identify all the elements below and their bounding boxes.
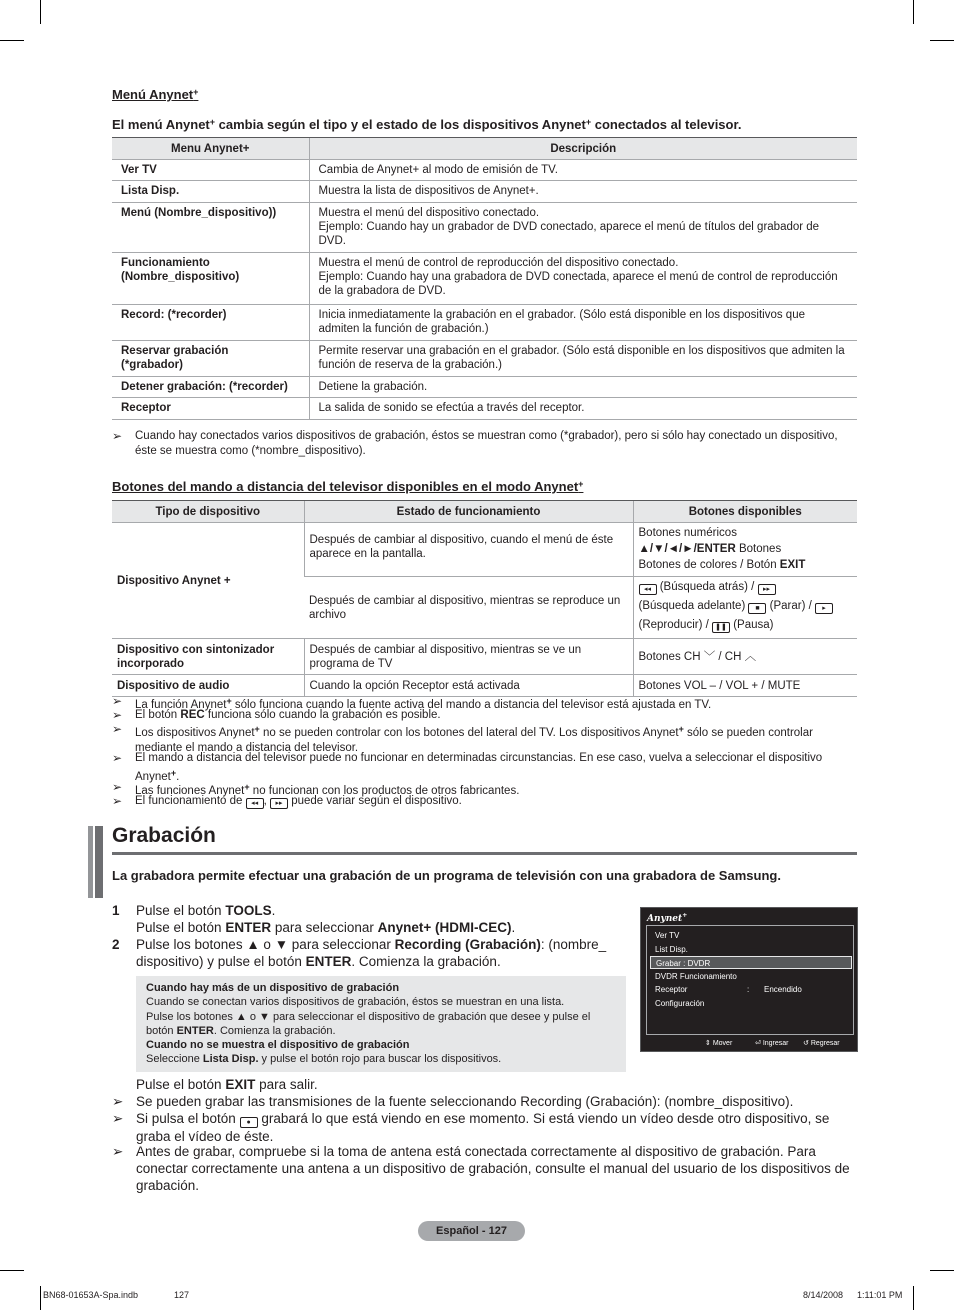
footer-filename: BN68-01653A-Spa.indb xyxy=(43,1290,139,1300)
column-header: Estado de funcionamiento xyxy=(304,501,633,523)
note: ➢ Antes de grabar, compruebe si la toma de antena está conectada correctamente al dispositivo de grabación. Para conectar correctamente una antena a un dispositivo de grabación, consulte el manual del usuario de los dispositivos de grabación. xyxy=(112,1144,850,1193)
table-row xyxy=(112,377,857,398)
table-row xyxy=(112,341,857,377)
note: ➢ La función Anynet+ sólo funciona cuando la fuente activa del mando a distancia del televisor está ajustada en TV. xyxy=(112,694,712,711)
available-buttons: Botones VOL – / VOL + / MUTE xyxy=(633,675,857,697)
fast-forward-icon: ▸▸ xyxy=(758,584,776,595)
note: ➢ Las funciones Anynet+ no funcionan con los productos de otros fabricantes. xyxy=(112,780,520,797)
device-type: Dispositivo con sintonizador incorporado xyxy=(112,639,304,675)
info-box: Cuando hay más de un dispositivo de grabación Cuando se conectan varios dispositivos de grabación, éstos se muestran en una lista. Pulse los botones ▲ o ▼ para seleccionar el dispositivo de grabación que desee y pulse el botón ENTER. Comienza la grabación. Cuando no se muestra el dispositivo de grabación Seleccione Lista Disp. y pulse el botón rojo para buscar los dispositivos. xyxy=(136,976,626,1072)
menu-item-desc: Detiene la grabación. xyxy=(309,377,857,398)
osd-item[interactable]: Configuración xyxy=(655,999,705,1008)
arrow-icon: ➢ xyxy=(112,751,123,765)
rewind-icon: ◂◂ xyxy=(639,584,657,595)
device-type: Dispositivo Anynet + xyxy=(112,523,304,639)
step-2: 2 Pulse los botones ▲ o ▼ para seleccionar Recording (Grabación): (nombre_ dispositivo) y pulse el botón ENTER. Comienza la grabación. xyxy=(112,937,607,969)
page-title: Grabación xyxy=(112,824,216,847)
chevron-down-icon: ﹀ xyxy=(703,651,716,663)
note: ➢ El funcionamiento de ◂◂ , ▸▸ puede variar según el dispositivo. xyxy=(112,794,462,808)
record-icon: ● xyxy=(240,1117,258,1128)
arrow-icon: ➢ xyxy=(112,794,123,808)
column-header: Menu Anynet+ xyxy=(112,138,309,160)
crop-mark xyxy=(40,0,41,24)
crop-mark xyxy=(40,1286,41,1310)
arrow-icon: ➢ xyxy=(112,708,123,722)
page-number-badge: Español - 127 xyxy=(418,1221,525,1241)
device-type: Dispositivo de audio xyxy=(112,675,304,697)
return-icon: ↺ xyxy=(803,1040,809,1047)
note: ➢ Los dispositivos Anynet+ no se pueden controlar con los botones del lateral del TV. Los dispositivos Anynet+ sólo se pueden controlar mediante el mando a distancia del televisor. xyxy=(112,722,813,754)
divider xyxy=(112,852,857,855)
note: ➢ Se pueden grabar las transmisiones de la fuente seleccionando Recording (Grabación): (nombre_dispositivo). xyxy=(112,1094,794,1109)
menu-item-desc: Permite reservar una grabación en el grabador. (Sólo está disponible en los dispositivos que admiten la función de reserva de la grabación.) xyxy=(309,341,857,377)
menu-item-name: Menú (Nombre_dispositivo)) xyxy=(112,203,309,253)
table-row xyxy=(112,203,857,253)
menu-item-name: Detener grabación: (*recorder) xyxy=(112,377,309,398)
crop-mark xyxy=(930,1270,954,1271)
osd-item[interactable]: DVDR Funcionamiento xyxy=(655,972,737,981)
note-text: Cuando hay conectados varios dispositivos de grabación, éstos se muestran como (*grabador), pero si sólo hay conectado un dispositivo, éste se muestra como (*nombre_dispositivo). xyxy=(135,430,838,457)
osd-hint-move: ⇕ Mover xyxy=(705,1040,733,1047)
crop-mark xyxy=(913,1286,914,1310)
crop-mark xyxy=(913,0,914,24)
up-down-icon: ⇕ xyxy=(705,1040,711,1047)
section-marker xyxy=(95,826,103,898)
arrow-icon: ➢ xyxy=(112,429,123,443)
operation-state: Después de cambiar al dispositivo, mientras se ve un programa de TV xyxy=(304,639,633,675)
arrow-icon: ➢ xyxy=(112,694,123,708)
arrow-icon: ➢ xyxy=(112,780,123,794)
osd-hint-return: ↺ Regresar xyxy=(803,1040,840,1047)
anynet-logo: Anynet+ xyxy=(647,912,688,924)
note xyxy=(112,429,847,458)
arrow-icon: ➢ xyxy=(112,1111,124,1126)
step-1: 1 Pulse el botón TOOLS. Pulse el botón ENTER para seleccionar Anynet+ (HDMI-CEC). xyxy=(112,903,516,935)
stop-icon: ■ xyxy=(748,603,766,614)
crop-mark xyxy=(0,1270,24,1271)
osd-item[interactable]: Receptor : Encendido xyxy=(655,985,802,994)
table-row xyxy=(112,160,857,181)
footer-date: 8/14/2008 xyxy=(803,1290,844,1300)
table-header-row xyxy=(112,138,857,160)
pause-icon: ❚❚ xyxy=(712,622,730,633)
rewind-icon: ◂◂ xyxy=(246,798,264,809)
menu-item-name: Funcionamiento (Nombre_dispositivo) xyxy=(112,253,309,305)
column-header: Botones disponibles xyxy=(633,501,857,523)
osd-hint-enter: ⏎ Ingresar xyxy=(755,1040,789,1047)
remote-buttons-table xyxy=(112,500,857,697)
available-buttons: ◂◂ (Búsqueda atrás) / ▸▸ (Búsqueda adelante) ■ (Parar) / ▸ (Reproducir) / ❚❚ (Pausa) xyxy=(633,577,857,639)
arrow-icon: ➢ xyxy=(112,1144,124,1159)
menu-item-name: Ver TV xyxy=(112,160,309,181)
table-row xyxy=(112,398,857,420)
arrow-icon: ➢ xyxy=(112,1094,124,1109)
available-buttons: Botones numéricos ▲/▼/◄/►/ENTER Botones Botones de colores / Botón EXIT xyxy=(633,523,857,577)
menu-item-desc: Cambia de Anynet+ al modo de emisión de TV. xyxy=(309,160,857,181)
menu-intro: El menú Anynet+ cambia según el tipo y el estado de los dispositivos Anynet+ conectados al televisor. xyxy=(112,117,742,132)
table-row xyxy=(112,523,857,577)
menu-item-desc: La salida de sonido se efectúa a través del receptor. xyxy=(309,398,857,420)
menu-item-desc: Inicia inmediatamente la grabación en el grabador. (Sólo está disponible en los dispositivos que admiten la función de grabación.) xyxy=(309,305,857,341)
operation-state: Después de cambiar al dispositivo, cuando el menú de éste aparece en la pantalla. xyxy=(304,523,633,577)
table-row xyxy=(112,253,857,305)
fast-forward-icon: ▸▸ xyxy=(270,798,288,809)
available-buttons: Botones CH ﹀ / CH ︿ xyxy=(633,639,857,675)
exit-instruction: Pulse el botón EXIT para salir. xyxy=(136,1077,318,1092)
menu-item-desc: Muestra la lista de dispositivos de Anynet+. xyxy=(309,181,857,203)
footer-time: 1:11:01 PM xyxy=(857,1290,903,1300)
crop-mark xyxy=(930,40,954,41)
arrow-icon: ➢ xyxy=(112,722,123,736)
play-icon: ▸ xyxy=(815,603,833,614)
table-header-row xyxy=(112,501,857,523)
menu-item-desc: Muestra el menú de control de reproducción del dispositivo conectado. Ejemplo: Cuando hay una grabadora de DVD conectada, aparece el menú de control de reproducción de la grabadora de DVD. xyxy=(309,253,857,305)
section-marker xyxy=(88,826,93,898)
tv-menu-screenshot xyxy=(640,907,858,1052)
crop-mark xyxy=(0,40,24,41)
operation-state: Después de cambiar al dispositivo, mientras se reproduce un archivo xyxy=(304,577,633,639)
table-row xyxy=(112,639,857,675)
column-header: Descripción xyxy=(309,138,857,160)
footer-page: 127 xyxy=(174,1290,190,1300)
menu-item-name: Lista Disp. xyxy=(112,181,309,203)
enter-icon: ⏎ xyxy=(755,1040,761,1047)
note: ➢ El mando a distancia del televisor puede no funcionar en determinadas circunstancias. En ese caso, vuelva a seleccionar el dispositivo Anynet+. xyxy=(112,751,823,783)
anynet-menu-table xyxy=(112,137,857,420)
osd-panel xyxy=(646,925,854,1035)
section-title-remote-buttons: Botones del mando a distancia del televisor disponibles en el modo Anynet+ xyxy=(112,479,584,494)
note: ➢ Si pulsa el botón ● grabará lo que está viendo en ese momento. Si está viendo un vídeo desde otro dispositivo, se graba el vídeo de éste. xyxy=(112,1111,830,1144)
section-intro: La grabadora permite efectuar una grabación de un programa de televisión con una grabadora de Samsung. xyxy=(112,868,781,883)
menu-item-name: Reservar grabación (*grabador) xyxy=(112,341,309,377)
column-header: Tipo de dispositivo xyxy=(112,501,304,523)
table-row xyxy=(112,305,857,341)
menu-item-name: Record: (*recorder) xyxy=(112,305,309,341)
section-title-menu: Menú Anynet+ xyxy=(112,87,199,102)
menu-item-desc: Muestra el menú del dispositivo conectado. Ejemplo: Cuando hay un grabador de DVD conectado, aparece el menú de títulos del grabador de DVD. xyxy=(309,203,857,253)
menu-item-name: Receptor xyxy=(112,398,309,420)
osd-item-selected[interactable]: Grabar : DVDR xyxy=(650,956,852,969)
table-row xyxy=(112,181,857,203)
osd-item[interactable]: List Disp. xyxy=(655,945,688,954)
chevron-up-icon: ︿ xyxy=(744,651,757,663)
operation-state: Cuando la opción Receptor está activada xyxy=(304,675,633,697)
note: ➢ El botón REC funciona sólo cuando la grabación es posible. xyxy=(112,708,441,722)
osd-item[interactable]: Ver TV xyxy=(655,931,680,940)
